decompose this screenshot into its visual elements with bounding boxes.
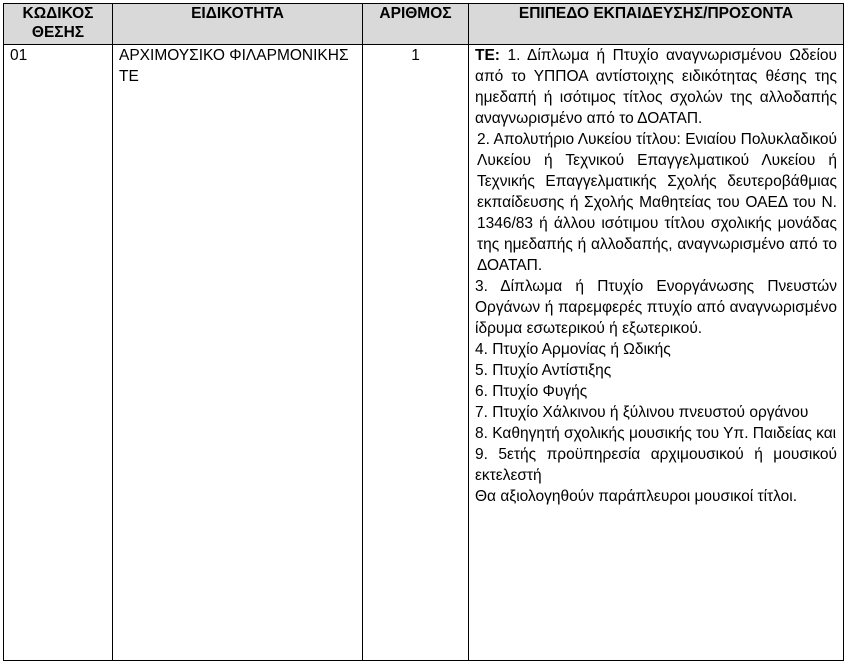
header-specialty: ΕΙΔΙΚΟΤΗΤΑ (113, 4, 363, 45)
education-item-6: 6. Πτυχίο Φυγής (475, 383, 588, 400)
cell-education (469, 45, 844, 661)
header-row (4, 4, 844, 45)
education-item-7: 7. Πτυχίο Χάλκινου ή ξύλινου πνευστού οργάνου (475, 404, 809, 421)
cell-specialty: ΑΡΧΙΜΟΥΣΙΚΟ ΦΙΛΑΡΜΟΝΙΚΗΣ ΤΕ (113, 45, 363, 661)
education-note: Θα αξιολογηθούν παράπλευροι μουσικοί τίτλοι. (475, 488, 798, 505)
education-item-9: 9. 5ετής προϋπηρεσία αρχιμουσικού ή μουσικού εκτελεστή (475, 446, 837, 484)
header-count: ΑΡΙΘΜΟΣ (363, 4, 469, 45)
header-education: ΕΠΙΠΕΔΟ ΕΚΠΑΙΔΕΥΣΗΣ/ΠΡΟΣΟΝΤΑ (469, 4, 844, 45)
education-item-text: 1. Δίπλωμα ή Πτυχίο αναγνωρισμένου Ωδείου από το ΥΠΠΟΑ αντίστοιχης ειδικότητας θέσης της ημεδαπή ή ισότιμος τίτλος σχολών της αλλοδαπής αναγνωρισμένο από το ΔΟΑΤΑΠ. (475, 47, 837, 127)
education-item-5: 5. Πτυχίο Αντίστιξης (475, 362, 612, 379)
education-item-1 (475, 45, 837, 129)
education-item-4: 4. Πτυχίο Αρμονίας ή Ωδικής (475, 341, 671, 358)
education-item-8: 8. Καθηγητή σχολικής μουσικής του Υπ. Παιδείας και (475, 425, 837, 442)
cell-code: 01 (4, 45, 113, 661)
education-label: ΤΕ: (475, 47, 500, 64)
education-item-3: 3. Δίπλωμα ή Πτυχίο Ενοργάνωσης Πνευστών Οργάνων ή παρεμφερές πτυχίο από αναγνωρισμένο ίδρυμα εσωτερικού ή εξωτερικού. (475, 278, 837, 337)
positions-table (3, 3, 844, 661)
table-row (4, 45, 844, 661)
cell-count: 1 (363, 45, 469, 661)
education-item-2: 2. Απολυτήριο Λυκείου τίτλου: Ενιαίου Πολυκλαδικού Λυκείου ή Τεχνικού Επαγγελματικού Λυκείου ή Τεχνικής Επαγγελματικής Σχολής δευτεροβάθμιας εκπαίδευσης ή Σχολής Μαθητείας του ΟΑΕΔ του Ν. 1346/83 ή άλλου ισότιμου τίτλου σχολικής μονάδας της ημεδαπής ή αλλοδαπής, αναγνωρισμένο από το ΔΟΑΤΑΠ. (477, 131, 837, 274)
header-code: ΚΩΔΙΚΟΣ ΘΕΣΗΣ (4, 4, 113, 45)
